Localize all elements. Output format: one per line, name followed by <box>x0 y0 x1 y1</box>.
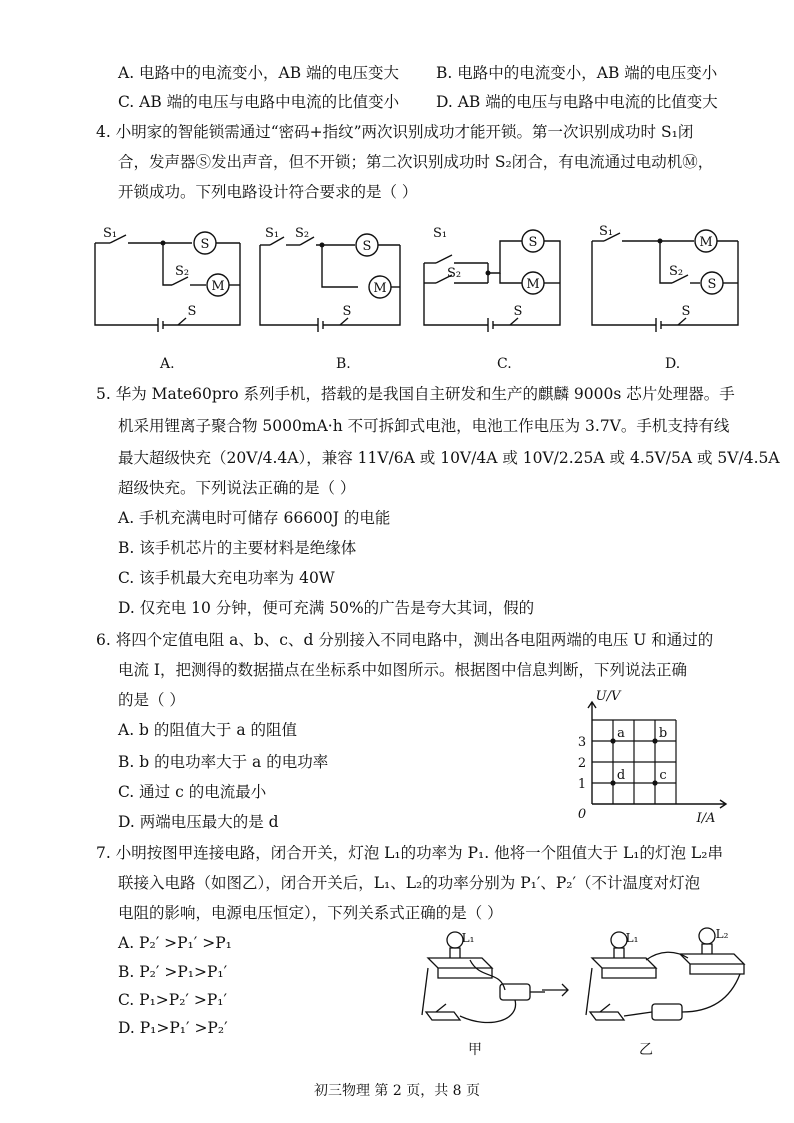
label-s1: S₁ <box>102 226 118 241</box>
q5-stem-line1: 5. 华为 Mate60pro 系列手机，搭载的是我国自主研发和生产的麒麟 9000s 芯片处理器。手 <box>96 385 735 403</box>
label-s2: S₂ <box>174 264 190 279</box>
q3-option-d: D. AB 端的电压与电路中电流的比值变大 <box>436 93 718 111</box>
label-s2: S₂ <box>294 226 310 241</box>
q4-caption-d: D. <box>665 356 681 372</box>
y-tick-label: 2 <box>577 756 587 771</box>
data-label-c: c <box>659 768 667 783</box>
q4-caption-b: B. <box>336 356 351 372</box>
y-axis <box>588 702 596 804</box>
x-axis <box>592 800 726 808</box>
q3-option-b: B. 电路中的电流变小，AB 端的电压变小 <box>436 64 718 82</box>
label-motor: M <box>526 277 540 292</box>
q6-stem-line1: 6. 将四个定值电阻 a、b、c、d 分别接入不同电路中，测出各电阻两端的电压 U 和通过的 <box>96 631 714 649</box>
q5-stem-line2: 机采用锂离子聚合物 5000mA·h 不可拆卸式电池，电池工作电压为 3.7V。手机支持有线 <box>118 417 730 435</box>
data-point-a <box>610 738 615 743</box>
label-sounder: S <box>707 277 717 292</box>
data-label-b: b <box>658 726 668 741</box>
origin-label: 0 <box>577 807 587 822</box>
data-point-d <box>610 780 615 785</box>
y-axis-label: U/V <box>595 689 621 704</box>
label-l2: L₂ <box>715 927 729 941</box>
q5-stem-line3: 最大超级快充（20V/4.4A），兼容 11V/6A 或 10V/4A 或 10V/2.25A 或 4.5V/5A 或 5V/4.5A <box>118 449 780 467</box>
q4-circuit-diagrams <box>0 215 794 345</box>
q6-option-b: B. b 的电功率大于 a 的电功率 <box>118 753 329 771</box>
figure-jia-caption: 甲 <box>468 1042 482 1058</box>
q4-stem-line3: 开锁成功。下列电路设计符合要求的是（ ） <box>118 183 418 201</box>
q3-option-c: C. AB 端的电压与电路中电流的比值变小 <box>118 93 400 111</box>
data-label-d: d <box>616 768 626 783</box>
q5-option-a: A. 手机充满电时可储存 66600J 的电能 <box>118 509 391 527</box>
y-tick-label: 3 <box>577 735 587 750</box>
label-s1: S₁ <box>432 226 448 241</box>
q7-stem-line2: 联接入电路（如图乙），闭合开关后，L₁、L₂的功率分别为 P₁′、P₂′（不计温度对灯泡 <box>118 874 701 892</box>
q6-stem-line2: 电流 I，把测得的数据描点在坐标系中如图所示。根据图中信息判断，下列说法正确 <box>118 661 688 679</box>
x-axis-label: I/A <box>696 811 716 826</box>
q7-stem-line1: 7. 小明按图甲连接电路，闭合开关，灯泡 L₁的功率为 P₁. 他将一个阻值大于 L₁的灯泡 L₂串 <box>96 844 723 862</box>
q5-stem-line4: 超级快充。下列说法正确的是（ ） <box>118 479 356 497</box>
label-s2: S₂ <box>446 266 462 281</box>
q4-stem-line1: 4. 小明家的智能锁需通过“密码+指纹”两次识别成功才能开锁。第一次识别成功时 S₁闭 <box>96 123 694 141</box>
label-l1: L₁ <box>461 931 475 945</box>
q6-option-c: C. 通过 c 的电流最小 <box>118 783 267 801</box>
label-sounder: S <box>362 239 372 254</box>
q7-option-c: C. P₁>P₂′ >P₁′ <box>118 991 228 1009</box>
ui-graph <box>560 680 740 830</box>
y-tick-label: 1 <box>577 777 587 792</box>
label-motor: M <box>211 279 225 294</box>
data-point-c <box>652 780 657 785</box>
label-s: S <box>681 304 691 319</box>
q7-circuit-pictures <box>410 920 750 1060</box>
q4-caption-a: A. <box>160 356 175 372</box>
label-s: S <box>342 304 352 319</box>
label-s1: S₁ <box>598 224 614 239</box>
data-point-b <box>652 738 657 743</box>
q7-option-a: A. P₂′ >P₁′ >P₁ <box>118 934 232 952</box>
data-label-a: a <box>617 726 625 741</box>
label-l1: L₁ <box>625 931 639 945</box>
page-footer: 初三物理 第 2 页，共 8 页 <box>313 1083 481 1099</box>
q7-stem-line3: 电阻的影响，电源电压恒定），下列关系式正确的是（ ） <box>118 904 503 922</box>
q3-option-a: A. 电路中的电流变小，AB 端的电压变大 <box>118 64 400 82</box>
q4-stem-line2: 合，发声器Ⓢ发出声音，但不开锁；第二次识别成功时 S₂闭合，有电流通过电动机Ⓜ， <box>118 153 714 171</box>
label-sounder: S <box>528 235 538 250</box>
label-sounder: S <box>200 237 210 252</box>
q5-option-d: D. 仅充电 10 分钟，便可充满 50%的广告是夸大其词，假的 <box>118 599 535 617</box>
label-motor: M <box>699 235 713 250</box>
label-s2: S₂ <box>668 264 684 279</box>
q6-option-d: D. 两端电压最大的是 d <box>118 813 279 831</box>
q4-caption-c: C. <box>497 356 512 372</box>
label-s: S <box>513 304 523 319</box>
q5-option-b: B. 该手机芯片的主要材料是绝缘体 <box>118 539 357 557</box>
figure-jia <box>422 932 545 1023</box>
figure-yi <box>586 928 744 1020</box>
figure-yi-caption: 乙 <box>639 1042 653 1058</box>
q6-option-a: A. b 的阻值大于 a 的阻值 <box>118 721 297 739</box>
q7-option-d: D. P₁>P₁′ >P₂′ <box>118 1019 228 1037</box>
label-motor: M <box>373 281 387 296</box>
label-s: S <box>187 304 197 319</box>
q6-stem-line3: 的是（ ） <box>118 691 185 709</box>
q5-option-c: C. 该手机最大充电功率为 40W <box>118 569 335 587</box>
q7-option-b: B. P₂′ >P₁>P₁′ <box>118 963 228 981</box>
label-s1: S₁ <box>264 226 280 241</box>
